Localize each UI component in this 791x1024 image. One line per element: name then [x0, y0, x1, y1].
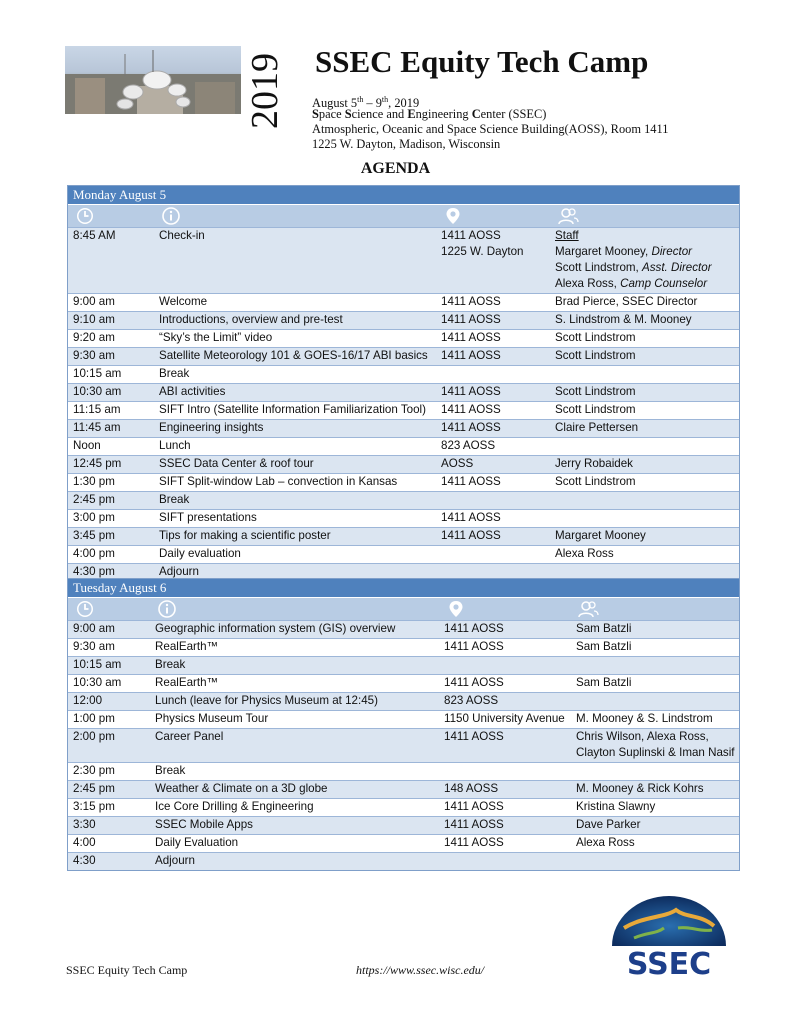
location-cell: 1411 AOSS [441, 403, 501, 416]
time-cell: 9:00 am [73, 295, 115, 308]
table-row [68, 710, 739, 728]
time-cell: 4:30 [73, 854, 96, 867]
time-cell: 11:45 am [73, 421, 121, 434]
table-row [68, 728, 739, 762]
footer-url[interactable]: https://www.ssec.wisc.edu/ [356, 963, 485, 977]
time-cell: 10:15 am [73, 367, 122, 380]
building-line: Atmospheric, Oceanic and Space Science Building(AOSS), Room 1411 [312, 122, 669, 136]
table-row [68, 798, 739, 816]
event-cell: Lunch [159, 439, 191, 452]
table-row [68, 227, 739, 293]
location-cell: 823 AOSS [444, 694, 499, 707]
table-row [68, 834, 739, 852]
time-cell: 8:45 AM [73, 229, 116, 242]
time-cell: 9:10 am [73, 313, 115, 326]
location-cell: 1411 AOSS [441, 475, 501, 488]
table-row [68, 365, 739, 383]
event-cell: “Sky’s the Limit” video [159, 331, 273, 344]
staff-cell: Staff Margaret Mooney, Director Scott Lindstrom, Asst. Director Alexa Ross, Camp Counselor [555, 229, 712, 290]
location-cell: 1411 AOSS [444, 836, 504, 849]
day-header: Monday August 5 [68, 186, 739, 204]
table-row [68, 437, 739, 455]
staff-cell: Scott Lindstrom [555, 349, 636, 362]
location-cell: 1411 AOSS [441, 313, 501, 326]
event-cell: Introductions, overview and pre-test [159, 313, 343, 326]
time-cell: 4:30 pm [73, 565, 115, 578]
location-cell: 1411 AOSS 1225 W. Dayton [441, 229, 524, 258]
location-cell: 1411 AOSS [441, 295, 501, 308]
location-cell: 1411 AOSS [441, 529, 501, 542]
time-cell: 12:45 pm [73, 457, 122, 470]
staff-cell: Brad Pierce, SSEC Director [555, 295, 698, 308]
time-cell: 9:20 am [73, 331, 115, 344]
event-cell: Welcome [159, 295, 208, 308]
event-cell: Career Panel [155, 730, 224, 743]
event-cell: Daily Evaluation [155, 836, 239, 849]
staff-cell: Chris Wilson, Alexa Ross, Clayton Suplinski & Iman Nasif [576, 730, 735, 759]
event-cell: Break [159, 367, 190, 380]
time-cell: 10:15 am [73, 658, 122, 671]
table-row [68, 455, 739, 473]
location-cell: 1411 AOSS [444, 818, 504, 831]
location-cell: 1411 AOSS [441, 385, 501, 398]
table-row [68, 692, 739, 710]
table-row [68, 401, 739, 419]
location-cell: 1411 AOSS [444, 676, 504, 689]
column-icons [68, 204, 739, 227]
event-cell: SIFT Split-window Lab – convection in Kansas [159, 475, 398, 488]
event-cell: Check-in [159, 229, 205, 242]
table-row [68, 816, 739, 834]
event-cell: SIFT presentations [159, 511, 257, 524]
staff-cell: Claire Pettersen [555, 421, 639, 434]
header-photo [65, 46, 241, 114]
time-cell: 1:00 pm [73, 712, 115, 725]
staff-cell: S. Lindstrom & M. Mooney [555, 313, 692, 326]
staff-cell: Scott Lindstrom [555, 403, 636, 416]
ssec-logo [604, 888, 734, 978]
table-row [68, 419, 739, 437]
event-cell: Engineering insights [159, 421, 264, 434]
table-row [68, 473, 739, 491]
table-row [68, 311, 739, 329]
monday-schedule [67, 185, 740, 582]
table-row [68, 674, 739, 692]
time-cell: Noon [73, 439, 101, 452]
table-row [68, 638, 739, 656]
event-cell: Daily evaluation [159, 547, 241, 560]
staff-cell: Kristina Slawny [576, 800, 656, 813]
time-cell: 3:30 [73, 818, 96, 831]
page-title: SSEC Equity Tech Camp [315, 44, 649, 79]
event-cell: Adjourn [155, 854, 195, 867]
table-row [68, 329, 739, 347]
location-cell: 823 AOSS [441, 439, 496, 452]
time-cell: 10:30 am [73, 676, 122, 689]
table-row [68, 347, 739, 365]
staff-cell: Sam Batzli [576, 640, 632, 653]
day-header: Tuesday August 6 [68, 579, 739, 597]
event-cell: Break [159, 493, 190, 506]
time-cell: 12:00 [73, 694, 103, 707]
time-cell: 3:15 pm [73, 800, 115, 813]
staff-cell: Alexa Ross [555, 547, 614, 560]
staff-cell: Jerry Robaidek [555, 457, 633, 470]
event-cell: Weather & Climate on a 3D globe [155, 782, 328, 795]
agenda-heading: AGENDA [360, 160, 431, 177]
event-cell: Physics Museum Tour [155, 712, 269, 725]
staff-cell: Scott Lindstrom [555, 331, 636, 344]
event-cell: Ice Core Drilling & Engineering [155, 800, 314, 813]
event-cell: Lunch (leave for Physics Museum at 12:45) [155, 694, 378, 707]
staff-cell: Dave Parker [576, 818, 641, 831]
location-cell: 148 AOSS [444, 782, 499, 795]
time-cell: 9:30 am [73, 640, 115, 653]
staff-cell: Scott Lindstrom [555, 475, 636, 488]
year-vertical: 2019 [244, 53, 286, 129]
event-cell: Break [155, 764, 186, 777]
event-cell: Geographic information system (GIS) overview [155, 622, 396, 635]
logo-text: SSEC [626, 947, 712, 978]
table-row [68, 852, 739, 870]
time-cell: 3:00 pm [73, 511, 115, 524]
event-cell: Satellite Meteorology 101 & GOES-16/17 ABI basics [159, 349, 428, 362]
staff-cell: Sam Batzli [576, 676, 632, 689]
event-cell: Tips for making a scientific poster [159, 529, 331, 542]
time-cell: 4:00 pm [73, 547, 115, 560]
event-cell: SIFT Intro (Satellite Information Familiarization Tool) [159, 403, 426, 416]
time-cell: 4:00 [73, 836, 96, 849]
table-row [68, 509, 739, 527]
tuesday-schedule [67, 578, 740, 871]
event-cell: Adjourn [159, 565, 199, 578]
location-cell: 1411 AOSS [441, 349, 501, 362]
time-cell: 1:30 pm [73, 475, 115, 488]
location-cell: 1150 University Avenue [444, 712, 565, 725]
event-cell: RealEarth™ [155, 640, 219, 653]
event-cell: SSEC Mobile Apps [155, 818, 253, 831]
time-cell: 11:15 am [73, 403, 121, 416]
event-cell: Break [155, 658, 186, 671]
location-cell: 1411 AOSS [441, 421, 501, 434]
location-cell: 1411 AOSS [441, 331, 501, 344]
address-line: 1225 W. Dayton, Madison, Wisconsin [312, 137, 501, 151]
event-cell: ABI activities [159, 385, 226, 398]
column-icons [68, 597, 739, 620]
time-cell: 10:30 am [73, 385, 122, 398]
location-cell: 1411 AOSS [444, 640, 504, 653]
table-row [68, 527, 739, 545]
time-cell: 2:45 pm [73, 493, 115, 506]
time-cell: 2:30 pm [73, 764, 115, 777]
time-cell: 9:00 am [73, 622, 115, 635]
organization-name: Space Science and Engineering Center (SSEC) [312, 107, 547, 121]
event-cell: RealEarth™ [155, 676, 219, 689]
location-cell: 1411 AOSS [444, 730, 504, 743]
table-row [68, 383, 739, 401]
event-cell: SSEC Data Center & roof tour [159, 457, 314, 470]
time-cell: 2:45 pm [73, 782, 115, 795]
time-cell: 2:00 pm [73, 730, 115, 743]
table-row [68, 545, 739, 563]
table-row [68, 293, 739, 311]
time-cell: 3:45 pm [73, 529, 115, 542]
location-cell: 1411 AOSS [441, 511, 501, 524]
staff-cell: M. Mooney & S. Lindstrom [576, 712, 713, 725]
staff-cell: Margaret Mooney [555, 529, 646, 542]
staff-cell: Scott Lindstrom [555, 385, 636, 398]
location-cell: AOSS [441, 457, 474, 470]
location-cell: 1411 AOSS [444, 622, 504, 635]
time-cell: 9:30 am [73, 349, 115, 362]
table-row [68, 762, 739, 780]
event-dates: August 5th – 9th, 2019 [312, 95, 420, 111]
staff-cell: M. Mooney & Rick Kohrs [576, 782, 704, 795]
table-row [68, 780, 739, 798]
location-cell: 1411 AOSS [444, 800, 504, 813]
table-row [68, 656, 739, 674]
table-row [68, 491, 739, 509]
table-row [68, 620, 739, 638]
staff-cell: Sam Batzli [576, 622, 632, 635]
staff-cell: Alexa Ross [576, 836, 635, 849]
footer-title: SSEC Equity Tech Camp [66, 963, 188, 977]
